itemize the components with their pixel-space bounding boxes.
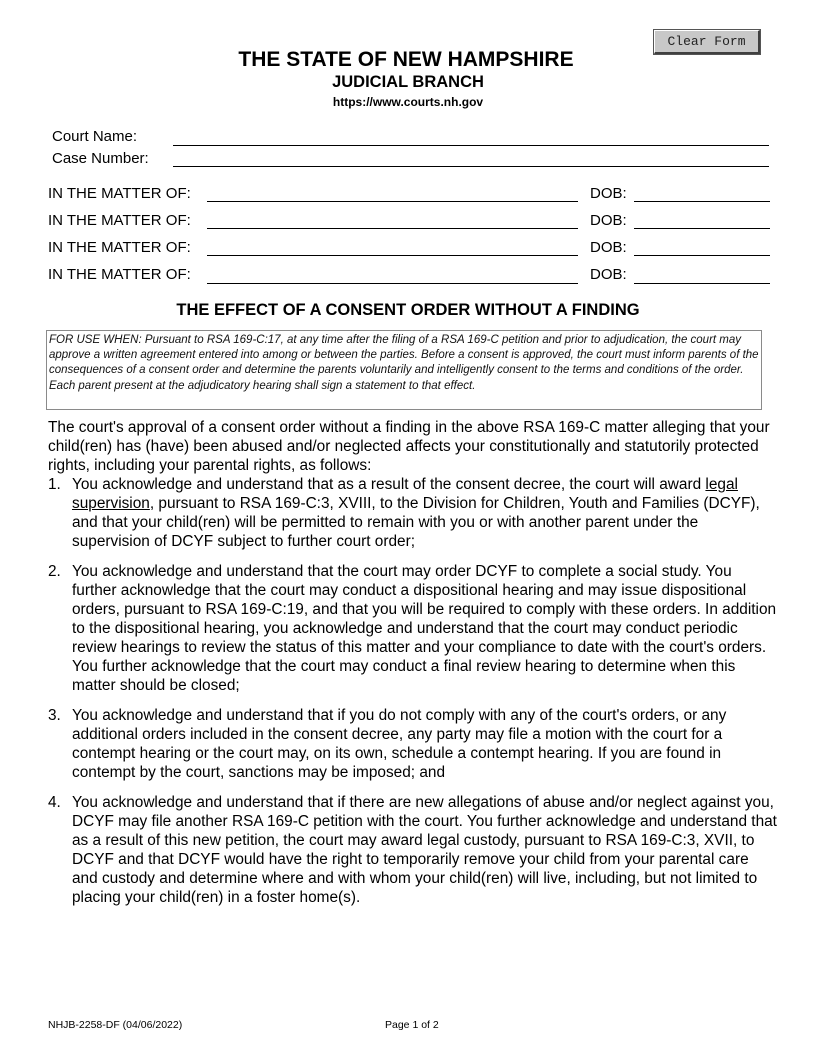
item-text: You acknowledge and understand that as a result of the consent decree, the court will award <box>72 476 706 493</box>
matter-label-1: IN THE MATTER OF: <box>48 185 191 202</box>
matter-field-2[interactable] <box>207 228 578 229</box>
branch-heading: JUDICIAL BRANCH <box>332 73 484 91</box>
matter-field-3[interactable] <box>207 255 578 256</box>
dob-label-2: DOB: <box>590 212 627 229</box>
state-heading: THE STATE OF NEW HAMPSHIRE <box>238 48 574 71</box>
usage-notice: FOR USE WHEN: Pursuant to RSA 169-C:17, at any time after the filing of a RSA 169-C petition and prior to adjudication, the court may approve a written agreement entered into among or between the parties. Before a consent is approved, the court must inform parents of the consequences of a consent order and determine the parents voluntarily and intelligently consent to the terms and conditions of the order. Each parent present at the adjudicatory hearing shall sign a statement to that effect. <box>46 330 762 410</box>
item-text: You acknowledge and understand that if there are new allegations of abuse and/or neglect against you, DCYF may file another RSA 169-C petition with the court. You further acknowledge and understand that as a result of this new petition, the court may award legal custody, pursuant to RSA 169-C:3, XVII, to DCYF and that DCYF would have the right to temporarily remove your child from your parental care and custody and determine where and with whom your child(ren) will live, including, but not limited to placing your child(ren) in a foster home(s). <box>72 794 777 906</box>
legal-supervision-term: legal supervision <box>72 476 738 512</box>
list-item <box>48 475 778 551</box>
form-id: NHJB-2258-DF (04/06/2022) <box>48 1019 183 1031</box>
matter-field-1[interactable] <box>207 201 578 202</box>
page-number: Page 1 of 2 <box>385 1019 439 1031</box>
dob-field-4[interactable] <box>634 283 770 284</box>
case-number-label: Case Number: <box>52 150 149 167</box>
case-number-field[interactable] <box>173 166 769 167</box>
form-title: THE EFFECT OF A CONSENT ORDER WITHOUT A FINDING <box>176 301 640 319</box>
dob-field-1[interactable] <box>634 201 770 202</box>
court-name-label: Court Name: <box>52 128 138 145</box>
dob-label-3: DOB: <box>590 239 627 256</box>
list-item <box>48 706 778 782</box>
item-number: 4. <box>48 794 61 811</box>
dob-field-2[interactable] <box>634 228 770 229</box>
matter-field-4[interactable] <box>207 283 578 284</box>
intro-paragraph: The court's approval of a consent order without a finding in the above RSA 169-C matter alleging that your child(ren) has (have) been abused and/or neglected affects your constitutionally and statutorily protected rights, including your parental rights, as follows: <box>48 419 770 474</box>
item-number: 2. <box>48 563 61 580</box>
list-item <box>48 562 778 695</box>
item-text: You acknowledge and understand that the court may order DCYF to complete a social study. You further acknowledge that the court may conduct a dispositional hearing and may issue dispositional orders, pursuant to RSA 169-C:19, and that you will be required to comply with these orders. In addition to the dispositional hearing, you acknowledge and understand that the court may conduct periodic review hearings to review the status of this matter and your compliance to date with the court's orders. You further acknowledge that the court may conduct a final review hearing to determine when this matter should be closed; <box>72 563 777 694</box>
item-number: 1. <box>48 476 61 493</box>
matter-label-2: IN THE MATTER OF: <box>48 212 191 229</box>
dob-field-3[interactable] <box>634 255 770 256</box>
court-name-field[interactable] <box>173 145 769 146</box>
matter-label-4: IN THE MATTER OF: <box>48 266 191 283</box>
clear-form-button[interactable]: Clear Form <box>654 30 760 54</box>
website-link: https://www.courts.nh.gov <box>332 95 484 109</box>
list-item <box>48 793 778 907</box>
dob-label-4: DOB: <box>590 266 627 283</box>
dob-label-1: DOB: <box>590 185 627 202</box>
item-number: 3. <box>48 707 61 724</box>
item-text: You acknowledge and understand that if you do not comply with any of the court's orders, or any additional orders included in the consent decree, any party may file a motion with the court for a contempt hearing or the court may, on its own, schedule a contempt hearing. If you are found in contempt by the court, sanctions may be imposed; and <box>72 707 727 781</box>
item-text: , pursuant to RSA 169-C:3, XVIII, to the Division for Children, Youth and Families (DCYF), and that your child(ren) will be permitted to remain with you or with another parent under the supervision of DCYF subject to further court order; <box>72 495 760 550</box>
acknowledgment-list <box>48 475 778 907</box>
matter-label-3: IN THE MATTER OF: <box>48 239 191 256</box>
form-body <box>48 418 778 907</box>
